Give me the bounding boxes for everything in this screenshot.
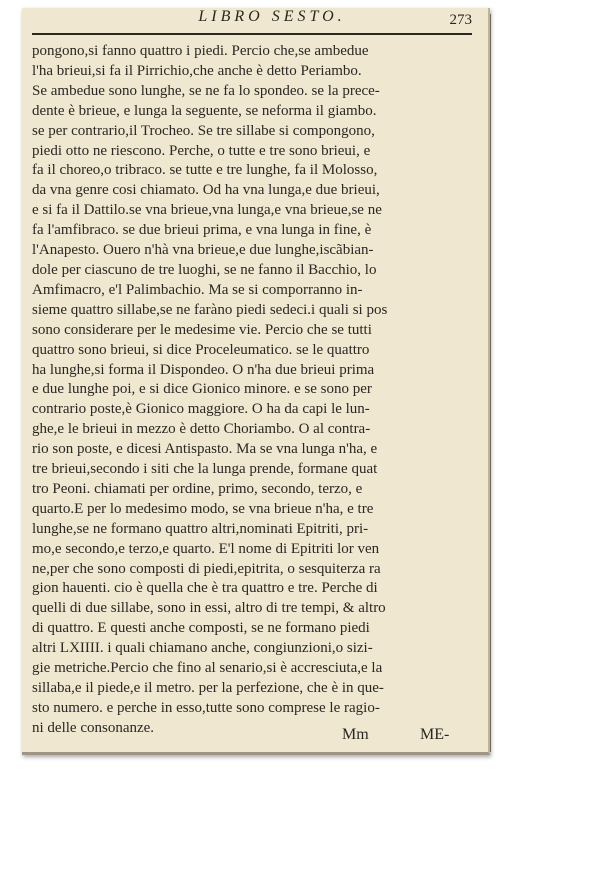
text-line: di quattro. E questi anche composti, se ne formano piedi bbox=[32, 620, 370, 637]
text-line: quelli di due sillabe, sono in essi, altro di tre tempi, & altro bbox=[32, 600, 386, 617]
text-line: tro Peoni. chiamati per ordine, primo, secondo, terzo, e bbox=[32, 480, 363, 497]
text-line: Amfimacro, e'l Palimbachio. Ma se si comporranno in- bbox=[32, 281, 363, 298]
text-line: dole per ciascuno de tre luoghi, se ne fanno il Bacchio, lo bbox=[32, 261, 377, 278]
signature-mark: Mm bbox=[342, 726, 369, 743]
text-line: se per contrario,il Trocheo. Se tre sillabe si compongono, bbox=[32, 122, 375, 139]
text-line: fa l'amfibraco. se due brieui prima, e vna lunga in fine, è bbox=[32, 222, 372, 239]
text-line: ha lunghe,si forma il Dispondeo. O n'ha due brieui prima bbox=[32, 361, 375, 378]
text-line: mo,e secondo,e terzo,e quarto. E'l nome di Epitriti lor ven bbox=[32, 540, 380, 557]
text-line: Se ambedue sono lunghe, se ne fa lo spondeo. se la prece- bbox=[32, 82, 380, 99]
text-line: gion hauenti. cio è quella che è tra quattro e tre. Perche di bbox=[32, 580, 378, 597]
running-title: LIBRO SESTO. bbox=[198, 8, 346, 25]
text-line: quattro sono brieui, si dice Proceleumatico. se le quattro bbox=[32, 341, 370, 358]
text-line: l'Anapesto. Ouero n'hà vna brieue,e due lunghe,iscãbian- bbox=[32, 242, 374, 259]
text-line: pongono,si fanno quattro i piedi. Percio che,se ambedue bbox=[32, 43, 369, 59]
text-line: dente è brieue, e lunga la seguente, se neforma il giambo. bbox=[32, 102, 377, 119]
text-line: sillaba,e il piede,e il metro. per la perfezione, che è in que- bbox=[32, 680, 384, 696]
text-line: sieme quattro sillabe,se ne faràno piedi sedeci.i quali si pos bbox=[32, 301, 388, 318]
page-number: 273 bbox=[449, 12, 472, 28]
text-line: da vna genre cosi chiamato. Od ha vna lunga,e due brieui, bbox=[32, 182, 380, 199]
text-line: rio son poste, e dicesi Antispasto. Ma se vna lunga n'ha, e bbox=[32, 441, 378, 458]
text-line: ne,per che sono composti di piedi,epitrita, o sesquiterza ra bbox=[32, 560, 381, 577]
page-footer bbox=[22, 724, 488, 750]
book-page bbox=[22, 8, 490, 755]
catchword: ME- bbox=[420, 726, 450, 743]
text-line: gie metriche.Percio che fino al senario,si è accresciuta,e la bbox=[32, 660, 383, 677]
text-line: fa il choreo,o tribraco. se tutte e tre lunghe, fa il Molosso, bbox=[32, 162, 378, 179]
text-line: sto numero. e perche in esso,tutte sono comprese le ragio- bbox=[32, 699, 380, 716]
text-line: e si fa il Dattilo.se vna brieue,vna lunga,e vna brieue,se ne bbox=[32, 202, 382, 219]
text-line: e due lunghe poi, e si dice Gionico minore. e se sono per bbox=[32, 381, 372, 398]
text-line: ni delle consonanze. bbox=[32, 719, 155, 736]
text-line: l'ha brieui,si fa il Pirrichio,che anche è detto Periambo. bbox=[32, 62, 362, 79]
text-line: sono considerare per le medesime vie. Percio che se tutti bbox=[32, 321, 372, 338]
body-text bbox=[32, 42, 486, 739]
text-line: tre brieui,secondo i siti che la lunga prende, formane quat bbox=[32, 461, 378, 478]
text-line: quarto.E per lo medesimo modo, se vna brieue n'ha, e tre bbox=[32, 500, 374, 517]
text-line: lunghe,se ne formano quattro altri,nominati Epitriti, pri- bbox=[32, 520, 369, 537]
text-line: altri LXIIII. i quali chiamano anche, congiunzioni,o sizi- bbox=[32, 640, 373, 657]
text-line: contrario poste,è Gionico maggiore. O ha da capi le lun- bbox=[32, 401, 370, 418]
text-line: piedi otto ne riescono. Perche, o tutte e tre sono brieui, e bbox=[32, 142, 371, 159]
text-line: ghe,e le brieui in mezzo è detto Choriambo. O al contra- bbox=[32, 421, 371, 438]
header-rule bbox=[32, 33, 472, 35]
